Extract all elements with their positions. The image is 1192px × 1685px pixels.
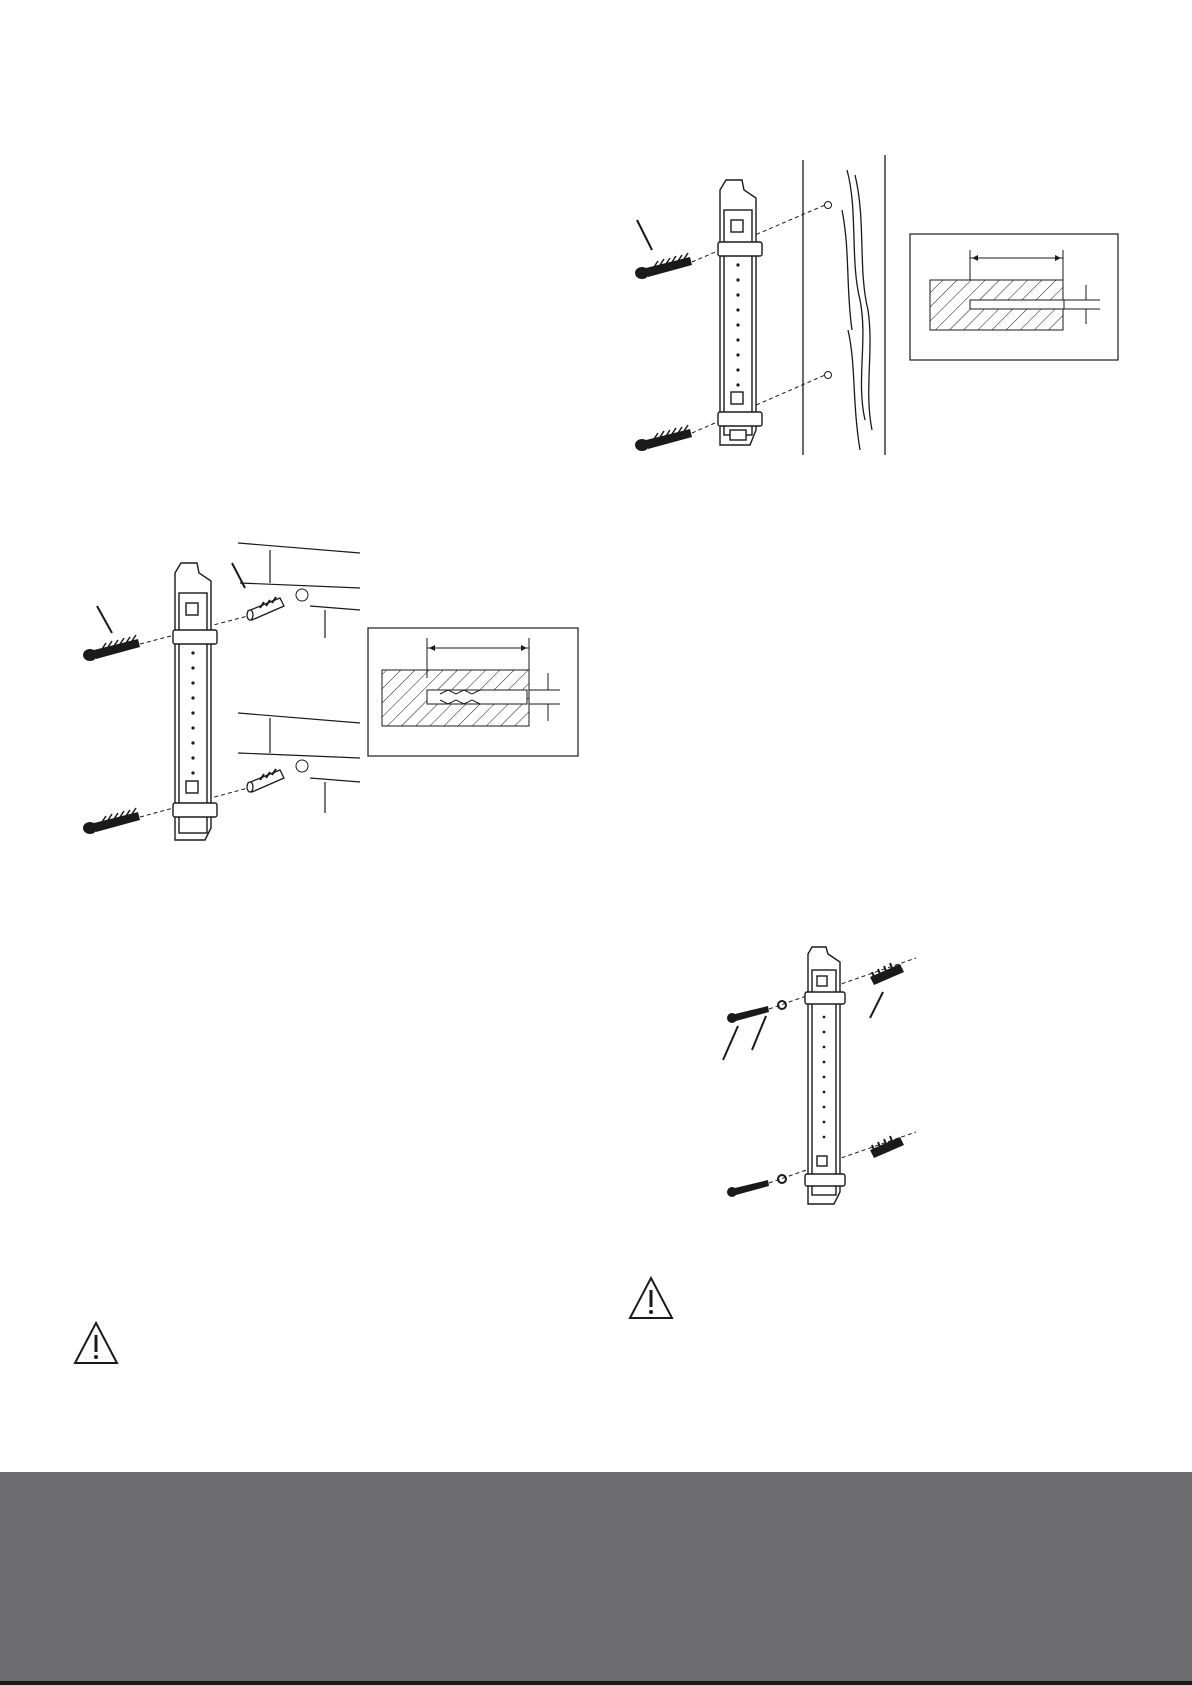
screw-icon (635, 253, 692, 279)
masonry-mounting-figure (80, 538, 590, 848)
screw-icon (83, 635, 140, 661)
screw-icon (83, 808, 140, 834)
footer-band (0, 1472, 1192, 1685)
drywall-anchor-icon (870, 1136, 904, 1158)
wall-plug-icon (247, 769, 284, 792)
warning-triangle-icon (72, 1320, 120, 1366)
screw-icon (727, 1180, 769, 1197)
washer-icon (778, 1001, 786, 1183)
wall-plug-icon (247, 597, 284, 620)
timber-pilot-hole-detail (910, 234, 1118, 360)
wall-plug-callout-leader (232, 563, 245, 588)
masonry-drill-hole-detail (368, 628, 578, 756)
timber-stud-mounting-figure (620, 150, 1120, 460)
timber-stud-wall (803, 155, 885, 455)
mounting-bracket (805, 947, 845, 1204)
drywall-anchor-mounting-figure (720, 942, 930, 1212)
drywall-anchor-icon (870, 963, 904, 985)
washer-callout-leader (752, 1016, 766, 1050)
brick-wall (238, 543, 360, 813)
mounting-bracket (718, 180, 762, 445)
screw-callout-leader (723, 1026, 738, 1060)
warning-triangle-icon (627, 1275, 675, 1321)
screw-callout-leader (97, 606, 112, 633)
screw-icon (635, 425, 692, 451)
footer-rule (0, 1681, 1192, 1685)
screw-icon (727, 1006, 769, 1023)
drywall-anchor-callout-leader (870, 992, 883, 1018)
screw-callout-leader (637, 220, 652, 250)
mounting-bracket (173, 563, 217, 840)
